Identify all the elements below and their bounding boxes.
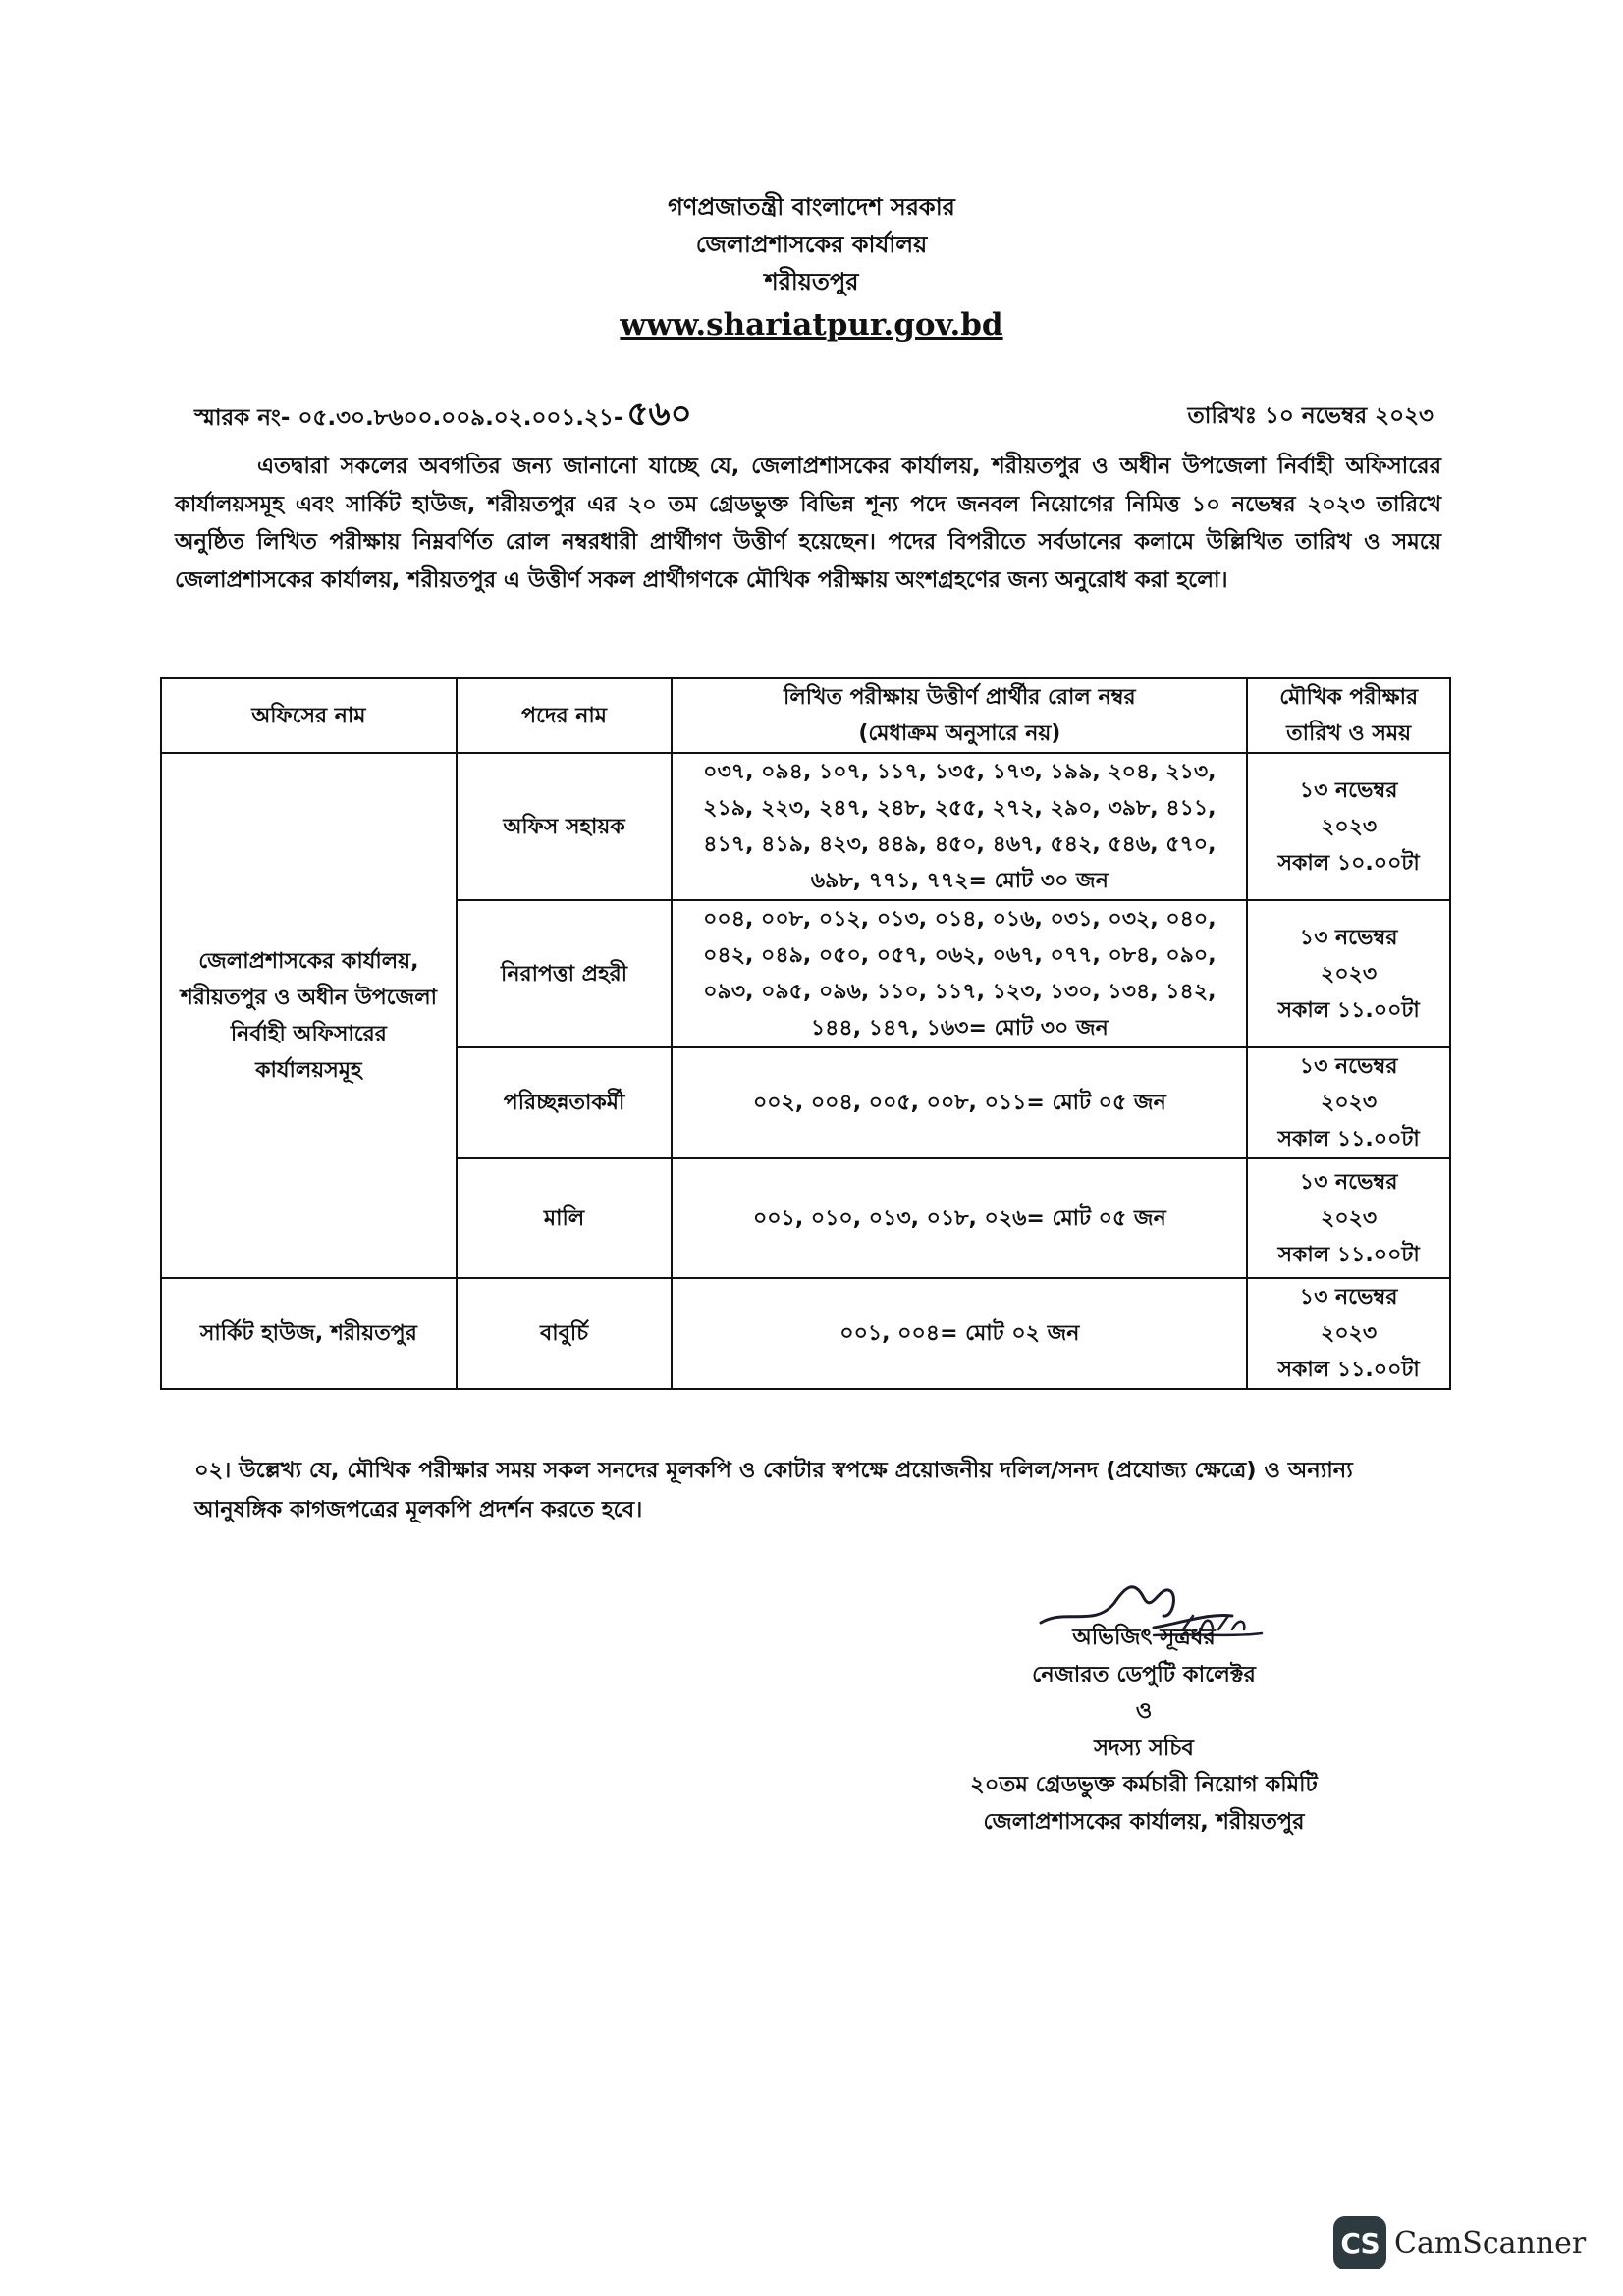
signatory-committee: ২০তম গ্রেডভুক্ত কর্মচারী নিয়োগ কমিটি: [970, 1772, 1318, 1797]
signatory-name: অভিজিৎ সূত্রধর: [1072, 1625, 1216, 1650]
date-day: ১৩ নভেম্বর: [1299, 1054, 1398, 1079]
table-row: [161, 1278, 1450, 1389]
date-day: ১৩ নভেম্বর: [1299, 1169, 1398, 1195]
header-office: অফিসের নাম: [161, 678, 457, 753]
date-time: সকাল ১১.০০টা: [1277, 1358, 1420, 1382]
date-year: ২০২৩: [1321, 961, 1378, 987]
date-cell: [1247, 1047, 1450, 1158]
header-date: [1247, 678, 1450, 753]
website-link[interactable]: www.shariatpur.gov.bd: [620, 307, 1003, 343]
signatory-designation: নেজারত ডেপুটি কালেক্টর: [1032, 1661, 1256, 1687]
header-rolls-line2: (মেধাক্রম অনুসারে নয়): [858, 721, 1061, 746]
date-year: ২০২৩: [1321, 1321, 1378, 1346]
office-title: জেলাপ্রশাসকের কার্যালয়: [695, 231, 928, 258]
date-year: ২০২৩: [1321, 1205, 1378, 1231]
header-post: পদের নাম: [457, 678, 673, 753]
date-time: সকাল ১০.০০টা: [1277, 850, 1420, 876]
memo-ref-number: ৫৬০: [626, 395, 692, 434]
office-cell-dc: জেলাপ্রশাসকের কার্যালয়, শরীয়তপুর ও অধীন উপজেলা নির্বাহী অফিসারের কার্যালয়সমূহ: [161, 753, 457, 1278]
notice-body: এতদ্বারা সকলের অবগতির জন্য জানানো যাচ্ছে যে, জেলাপ্রশাসকের কার্যালয়, শরীয়তপুর ও অধীন উপজেলা নির্বাহী অফিসারের কার্যালয়সমূহ এবং সার্কিট হাউজ, শরীয়তপুর এর ২০ তম গ্রেডভুক্ত বিভিন্ন শূন্য পদে জনবল নিয়োগের নিমিত্ত ১০ নভেম্বর ২০২৩ তারিখে অনুষ্ঠিত লিখিত পরীক্ষায় নিম্নবর্ণিত রোল নম্বরধারী প্রার্থীগণ উত্তীর্ণ হয়েছেন। পদের বিপরীতে সর্বডানের কলামে উল্লিখিত তারিখ ও সময়ে জেলাপ্রশাসকের কার্যালয়, শরীয়তপুর এ উত্তীর্ণ সকল প্রার্থীগণকে মৌখিক পরীক্ষায় অংশগ্রহণের জন্য অনুরোধ করা হলো।: [175, 454, 1441, 593]
camscanner-label: CamScanner: [1394, 2225, 1587, 2261]
signatory-office: জেলাপ্রশাসকের কার্যালয়, শরীয়তপুর: [983, 1808, 1305, 1835]
post-cell: অফিস সহায়ক: [457, 753, 673, 900]
date-cell: [1247, 1278, 1450, 1389]
header-date-line2: তারিখ ও সময়: [1286, 721, 1412, 746]
post-cell: বাবুর্চি: [457, 1278, 673, 1389]
header-date-line1: মৌখিক পরীক্ষার: [1279, 685, 1419, 710]
rolls-cell: ০৩৭, ০৯৪, ১০৭, ১১৭, ১৩৫, ১৭৩, ১৯৯, ২০৪, ২১৩, ২১৯, ২২৩, ২৪৭, ২৪৮, ২৫৫, ২৭২, ২৯০, ৩৯৮, ৪১১, ৪১৭, ৪১৯, ৪২৩, ৪৪৯, ৪৫০, ৪৬৭, ৫৪২, ৫৪৬, ৫৭০, ৬৯৮, ৭৭১, ৭৭২= মোট ৩০ জন: [672, 753, 1247, 900]
signatory-role: সদস্য সচিব: [1094, 1735, 1194, 1761]
rolls-cell: ০০২, ০০৪, ০০৫, ০০৮, ০১১= মোট ০৫ জন: [672, 1047, 1247, 1158]
signatory-conjunction: ও: [1135, 1698, 1153, 1724]
post-cell: পরিচ্ছন্নতাকর্মী: [457, 1047, 673, 1158]
table-row: [161, 753, 1450, 900]
date-time: সকাল ১১.০০টা: [1277, 1242, 1420, 1267]
table-header-row: [161, 678, 1450, 753]
memo-ref-label: স্মারক নং- ০৫.৩০.৮৬০০.০০৯.০২.০০১.২১-: [194, 405, 623, 431]
note-paragraph: ০২। উল্লেখ্য যে, মৌখিক পরীক্ষার সময় সকল সনদের মূলকপি ও কোটার স্বপক্ষে প্রয়োজনীয় দলিল/সনদ (প্রযোজ্য ক্ষেত্রে) ও অন্যান্য আনুষঙ্গিক কাগজপত্রের মূলকপি প্রদর্শন করতে হবে।: [194, 1458, 1353, 1522]
memo-date: তারিখঃ ১০ নভেম্বর ২০২৩: [1187, 403, 1434, 429]
date-year: ২০২৩: [1321, 1091, 1378, 1115]
date-time: সকাল ১১.০০টা: [1277, 1127, 1420, 1151]
results-table: [160, 677, 1451, 1390]
post-cell: নিরাপত্তা প্রহরী: [457, 900, 673, 1047]
date-day: ১৩ নভেম্বর: [1299, 777, 1398, 803]
office-cell-circuit-house: সার্কিট হাউজ, শরীয়তপুর: [161, 1278, 457, 1389]
govt-title: গণপ্রজাতন্ত্রী বাংলাদেশ সরকার: [668, 193, 955, 221]
camscanner-watermark: [1333, 2216, 1586, 2269]
letterhead: [0, 188, 1623, 347]
rolls-cell: ০০১, ০০৪= মোট ০২ জন: [672, 1278, 1247, 1389]
date-year: ২০২৩: [1321, 814, 1378, 839]
date-cell: [1247, 1158, 1450, 1278]
date-day: ১৩ নভেম্বর: [1299, 925, 1398, 950]
date-day: ১৩ নভেম্বর: [1299, 1285, 1398, 1309]
memo-reference: [194, 389, 692, 445]
rolls-cell: ০০১, ০১০, ০১৩, ০১৮, ০২৬= মোট ০৫ জন: [672, 1158, 1247, 1278]
camscanner-logo-icon: CS: [1333, 2216, 1386, 2269]
header-rolls: [672, 678, 1247, 753]
memo-row: [194, 389, 1434, 445]
header-rolls-line1: লিখিত পরীক্ষায় উত্তীর্ণ প্রার্থীর রোল নম্বর: [784, 685, 1136, 710]
signatory-block: [918, 1620, 1370, 1841]
rolls-cell: ০০৪, ০০৮, ০১২, ০১৩, ০১৪, ০১৬, ০৩১, ০৩২, ০৪০, ০৪২, ০৪৯, ০৫০, ০৫৭, ০৬২, ০৬৭, ০৭৭, ০৮৪, ০৯০, ০৯৩, ০৯৫, ০৯৬, ১১০, ১১৭, ১২৩, ১৩০, ১৩৪, ১৪২, ১৪৪, ১৪৭, ১৬৩= মোট ৩০ জন: [672, 900, 1247, 1047]
district-title: শরীয়তপুর: [764, 268, 859, 295]
post-cell: মালি: [457, 1158, 673, 1278]
date-cell: [1247, 753, 1450, 900]
date-time: সকাল ১১.০০টা: [1277, 997, 1420, 1023]
date-cell: [1247, 900, 1450, 1047]
